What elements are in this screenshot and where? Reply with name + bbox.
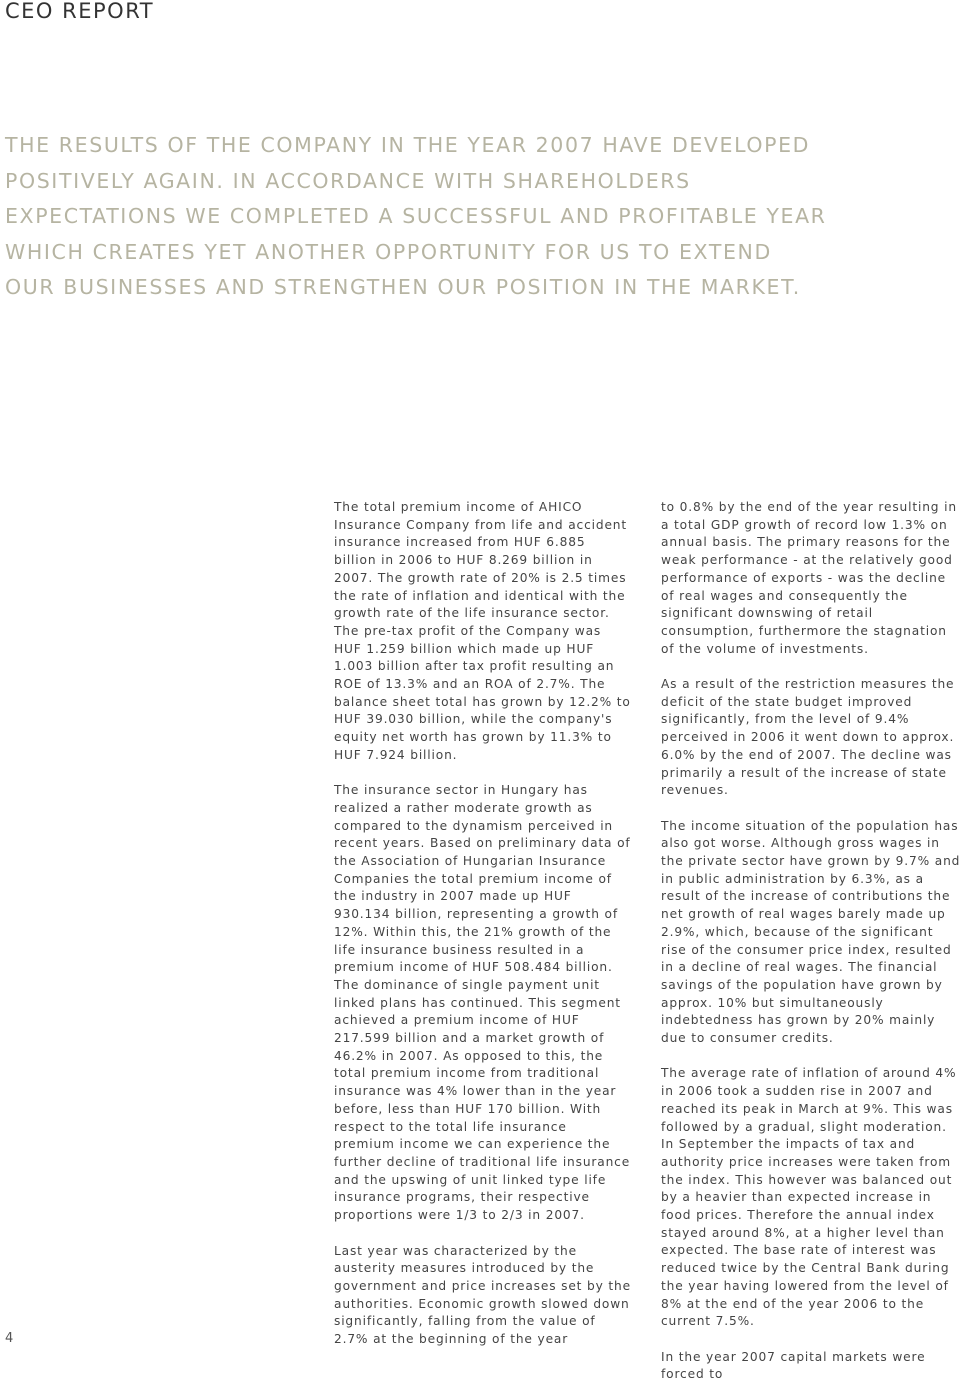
body-column-left	[334, 499, 632, 1349]
paragraph: The income situation of the population has also got worse. Although gross wages in the private sector have grown by 9.7% and in public administration by 6.3%, as a result of the increase of contributions the net growth of real wages barely made up 2.9%, which, because of the significant rise of the consumer price index, resulted in a decline of real wages. The financial savings of the population have grown by approx. 10% but simultaneously indebtedness has grown by 20% mainly due to consumer credits.	[661, 818, 960, 1046]
headline-line: OUR BUSINESSES AND STRENGTHEN OUR POSITION IN THE MARKET.	[5, 275, 801, 299]
headline-line: THE RESULTS OF THE COMPANY IN THE YEAR 2007 HAVE DEVELOPED	[5, 133, 811, 157]
paragraph: The insurance sector in Hungary has realized a rather moderate growth as compared to the dynamism perceived in recent years. Based on preliminary data of the Association of Hungarian Insurance Companies the total premium income of the industry in 2007 made up HUF 930.134 billion, representing a growth of 12%. Within this, the 21% growth of the life insurance business resulted in a premium income of HUF 508.484 billion. The dominance of single payment unit linked plans has continued. This segment achieved a premium income of HUF 217.599 billion and a market growth of 46.2% in 2007. As opposed to this, the total premium income from traditional insurance was 4% lower than in the year before, less than HUF 170 billion. With respect to the total life insurance premium income we can experience the further decline of traditional life insurance and the upswing of unit linked type life insurance programs, their respective proportions were 1/3 to 2/3 in 2007.	[334, 783, 631, 1223]
paragraph: The average rate of inflation of around 4% in 2006 took a sudden rise in 2007 and reached its peak in March at 9%. This was followed by a gradual, slight moderation. In September the impacts of tax and authority price increases were taken from the index. This however was balanced out by a heavier than expected increase in food prices. Therefore the annual index stayed around 8%, at a higher level than expected. The base rate of interest was reduced twice by the Central Bank during the year having lowered from the level of 8% at the end of the year 2006 to the current 7.5%.	[661, 1066, 957, 1329]
paragraph: In the year 2007 capital markets were forced to	[661, 1349, 926, 1382]
paragraph: to 0.8% by the end of the year resulting in a total GDP growth of record low 1.3% on annual basis. The primary reasons for the weak performance - at the relatively good performance of exports - was the decline of real wages and consequently the significant downswing of retail consumption, furthermore the stagnation of the volume of investments.	[661, 500, 957, 656]
headline	[5, 128, 945, 306]
paragraph: Last year was characterized by the austerity measures introduced by the government and price increases set by the authorities. Economic growth slowed down significantly, falling from the value of 2.7% at the beginning of the year	[334, 1243, 631, 1347]
headline-line: WHICH CREATES YET ANOTHER OPPORTUNITY FOR US TO EXTEND	[5, 239, 772, 264]
page-number: 4	[5, 1331, 14, 1346]
paragraph: As a result of the restriction measures the deficit of the state budget improved significantly, from the level of 9.4% perceived in 2006 it went down to approx. 6.0% by the end of 2007. The decline was primarily a result of the increase of state revenues.	[661, 677, 955, 798]
headline-line: EXPECTATIONS WE COMPLETED A SUCCESSFUL AND PROFITABLE YEAR	[5, 204, 827, 228]
body-column-right	[661, 499, 960, 1384]
section-title: CEO REPORT	[5, 0, 155, 23]
paragraph: The total premium income of AHICO Insurance Company from life and accident insurance increased from HUF 6.885 billion in 2006 to HUF 8.269 billion in 2007. The growth rate of 20% is 2.5 times the rate of inflation and identical with the growth rate of the life insurance sector. The pre-tax profit of the Company was HUF 1.259 billion which made up HUF 1.003 billion after tax profit resulting an ROE of 13.3% and an ROA of 2.7%. The balance sheet total has grown by 12.2% to HUF 39.030 billion, while the company's equity net worth has grown by 11.3% to HUF 7.924 billion.	[334, 500, 631, 762]
headline-line: POSITIVELY AGAIN. IN ACCORDANCE WITH SHAREHOLDERS	[5, 168, 691, 193]
